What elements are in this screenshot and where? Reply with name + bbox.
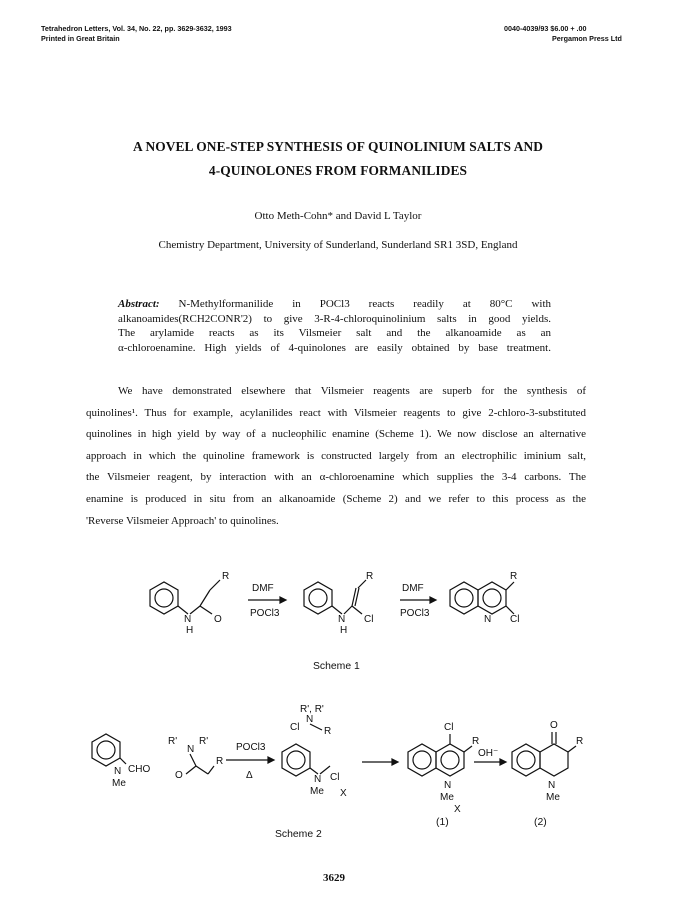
label-n: N	[314, 774, 322, 785]
body-line: enamine is produced in situ from an alkanoamide (Scheme 2) and we refer to this process as the	[86, 492, 586, 505]
article-title-line-1: A NOVEL ONE-STEP SYNTHESIS OF QUINOLINIUM SALTS AND	[132, 139, 544, 154]
label-n: N	[306, 714, 314, 725]
quinolinium-salt-structure	[408, 722, 479, 815]
scheme-1-caption: Scheme 1	[313, 661, 360, 672]
reagent-pocl3: POCl3	[236, 742, 266, 753]
label-x: X	[454, 804, 461, 815]
scheme-1-diagram	[0, 560, 676, 670]
compound-label-2: (2)	[534, 817, 547, 828]
label-r: R	[222, 571, 230, 582]
abstract-line-2: alkanoamides(RCH2CONR'2) to give 3-R-4-chloroquinolinium salts in good yields.	[118, 312, 551, 325]
arrow-base	[474, 748, 506, 765]
arrow-cyclize	[362, 759, 398, 765]
label-r: R	[472, 736, 480, 747]
quinolone-structure	[512, 720, 583, 803]
acylanilide-structure	[150, 571, 229, 636]
n-methylformanilide-structure	[92, 734, 150, 789]
label-h: H	[186, 625, 194, 636]
label-n: N	[338, 614, 346, 625]
body-line: quinolines¹. Thus for example, acylanilides react with Vilsmeier reagents to give 2-chloro-3-substituted	[86, 406, 586, 419]
label-me: Me	[440, 792, 454, 803]
abstract	[118, 297, 551, 355]
label-rp: R'	[199, 736, 209, 747]
label-o: O	[175, 770, 183, 781]
page-number: 3629	[323, 872, 345, 884]
enamine-structure	[304, 571, 373, 636]
label-x: X	[340, 788, 347, 799]
label-me: Me	[310, 786, 324, 797]
reagent-oh: OH⁻	[478, 748, 499, 759]
article-title-line-2: 4-QUINOLONES FROM FORMANILIDES	[208, 163, 468, 178]
label-rprp: R', R'	[300, 704, 324, 715]
label-o: O	[550, 720, 558, 731]
label-r: R	[510, 571, 518, 582]
scheme-2-caption: Scheme 2	[275, 829, 322, 840]
arrow-pocl3	[226, 742, 274, 781]
body-line: the Vilsmeier reagent, by interaction with an α-chloroenamine which supplies the 3-4 carbons. The	[86, 471, 586, 484]
label-n: N	[114, 766, 122, 777]
journal-citation: Tetrahedron Letters, Vol. 34, No. 22, pp. 3629-3632, 1993	[41, 24, 232, 33]
label-r: R	[366, 571, 374, 582]
body-paragraph	[86, 381, 586, 532]
body-line: We have demonstrated elsewhere that Vilsmeier reagents are superb for the synthesis of	[118, 385, 586, 397]
label-n: N	[187, 744, 195, 755]
body-line: approach in which the quinoline framework is constructed largely from an electrophilic iminium salt,	[86, 449, 586, 462]
printed-notice: Printed in Great Britain	[41, 34, 120, 43]
label-h: H	[340, 625, 348, 636]
reagent-pocl3-2: POCl3	[400, 608, 430, 619]
label-rp: R'	[168, 736, 178, 747]
compound-label-1: (1)	[436, 817, 449, 828]
abstract-text-1: N-Methylformanilide in POCl3 reacts readily at 80°C with	[178, 298, 551, 310]
label-cl: Cl	[510, 614, 520, 625]
abstract-label: Abstract:	[118, 298, 160, 310]
arrow-1	[248, 583, 286, 619]
arrow-2	[400, 583, 436, 619]
reagent-heat: Δ	[246, 770, 253, 781]
label-n: N	[184, 614, 192, 625]
body-line: 'Reverse Vilsmeier Approach' to quinolines.	[86, 514, 279, 527]
label-r: R	[216, 756, 224, 767]
affiliation: Chemistry Department, University of Sunderland, Sunderland SR1 3SD, England	[158, 239, 518, 251]
price-code: 0040-4039/93 $6.00 + .00	[504, 24, 587, 33]
abstract-line-3: The arylamide reacts as its Vilsmeier salt and the alkanoamide as an	[118, 327, 551, 340]
body-line: quinolines in high yield by way of a nucleophilic enamine (Scheme 1). We now disclose an alternative	[86, 428, 586, 441]
label-cho: CHO	[128, 764, 151, 775]
label-cl: Cl	[364, 614, 374, 625]
reagent-pocl3-1: POCl3	[250, 608, 280, 619]
label-cl: Cl	[290, 722, 300, 733]
label-r: R	[576, 736, 584, 747]
label-n: N	[548, 780, 556, 791]
label-me: Me	[546, 792, 560, 803]
reagent-dmf-2: DMF	[402, 583, 424, 594]
label-n: N	[444, 780, 452, 791]
label-cl: Cl	[444, 722, 454, 733]
label-o: O	[214, 614, 222, 625]
intermediate-structure	[282, 704, 347, 799]
quinoline-structure	[450, 571, 519, 625]
label-n: N	[484, 614, 492, 625]
abstract-line-1	[118, 297, 551, 312]
reagent-dmf-1: DMF	[252, 583, 274, 594]
alkanoamide-structure	[168, 736, 223, 781]
authors: Otto Meth-Cohn* and David L Taylor	[254, 210, 422, 222]
label-r: R	[324, 726, 332, 737]
label-cl: Cl	[330, 772, 340, 783]
publisher: Pergamon Press Ltd	[552, 34, 622, 43]
abstract-line-4: α-chloroenamine. High yields of 4-quinolones are easily obtained by base treatment.	[118, 341, 551, 354]
label-me: Me	[112, 778, 126, 789]
scheme-2-diagram	[0, 700, 676, 820]
